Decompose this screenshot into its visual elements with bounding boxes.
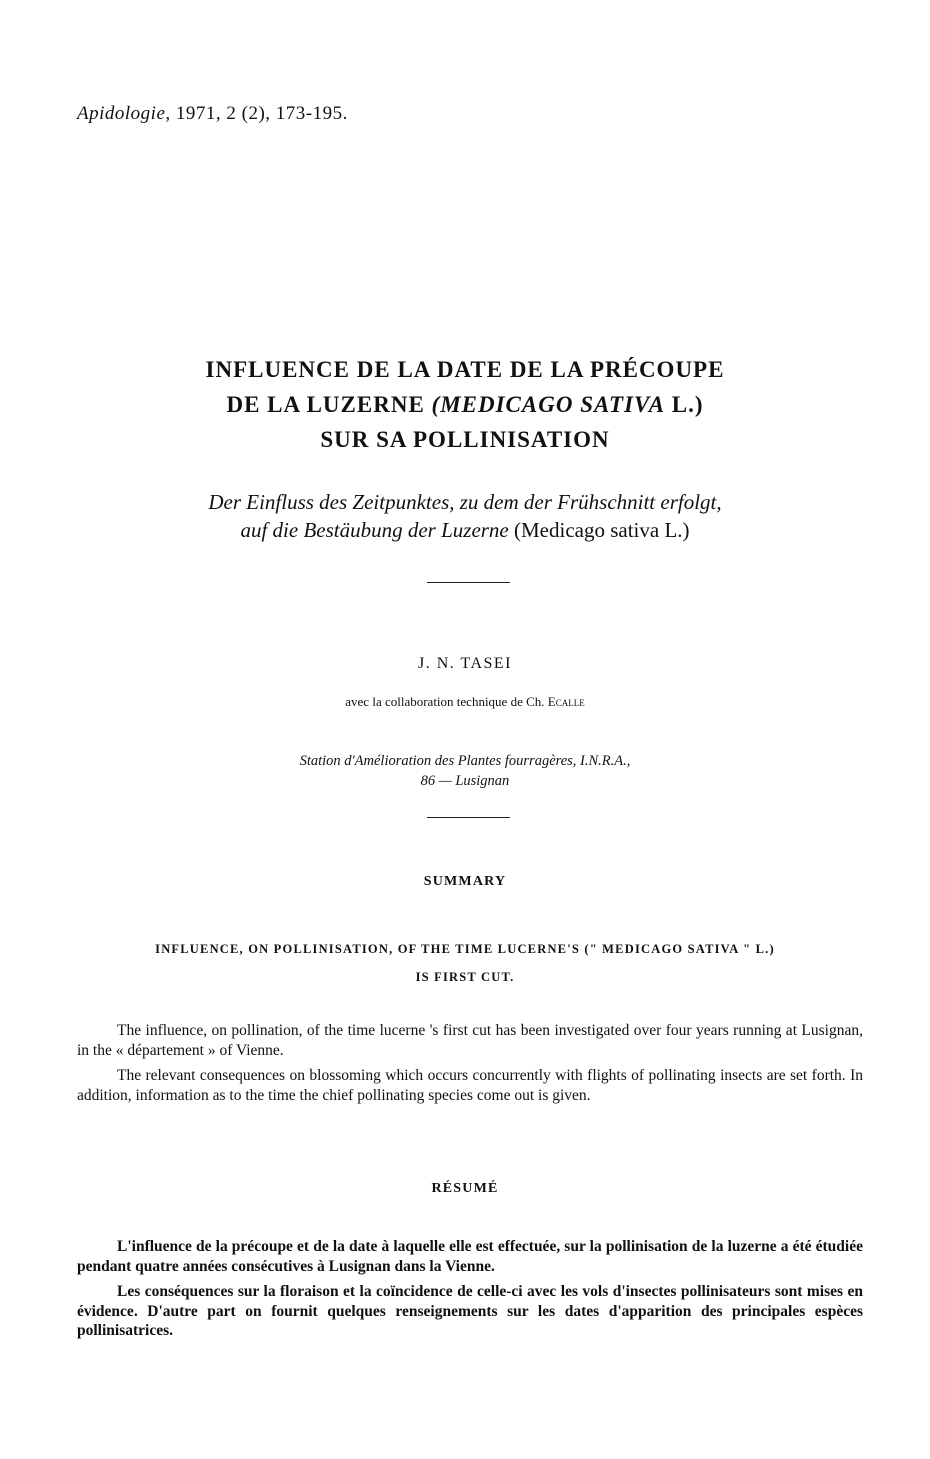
title-line-2-post: L.) <box>671 392 704 417</box>
german-subtitle <box>0 488 930 544</box>
divider-rule-2 <box>427 817 510 818</box>
journal-name: Apidologie, <box>77 103 171 124</box>
summary-paragraph-1: The influence, on pollination, of the time lucerne 's first cut has been investigated over four years running at Lusignan, in the « département » of Vienne. <box>77 1022 863 1059</box>
summary-title-line-2: IS FIRST CUT. <box>415 970 515 984</box>
article-title <box>0 352 930 457</box>
collaboration-line <box>0 694 930 710</box>
citation <box>77 103 348 125</box>
summary-paragraph-2: The relevant consequences on blossoming which occurs concurrently with flights of pollinating insects are set forth. In addition, information as to the time the chief pollinating species come out is given. <box>77 1067 863 1104</box>
citation-details: 1971, 2 (2), 173-195. <box>175 103 348 124</box>
resume-paragraph-1: L'influence de la précoupe et de la date à laquelle elle est effectuée, sur la pollinisation de la luzerne a été étudiée pendant quatre années consécutives à Lusignan dans la Vienne. <box>77 1238 863 1275</box>
resume-heading: RÉSUMÉ <box>431 1181 499 1196</box>
subtitle-line-1: Der Einfluss des Zeitpunktes, zu dem der Frühschnitt erfolgt, <box>208 490 722 514</box>
title-line-2 <box>0 387 930 422</box>
subtitle-line-2 <box>0 516 930 544</box>
affiliation <box>0 751 930 791</box>
title-line-2-pre: DE LA LUZERNE <box>226 392 425 417</box>
collaborator-name: Ecalle <box>547 694 585 709</box>
title-species: (MEDICAGO SATIVA <box>431 392 666 417</box>
subtitle-line-2-italic: auf die Bestäubung der Luzerne <box>240 518 509 542</box>
title-line-3: SUR SA POLLINISATION <box>320 427 610 452</box>
author-name: J. N. TASEI <box>417 655 513 672</box>
affiliation-line-2: 86 — Lusignan <box>420 773 510 789</box>
summary-body <box>77 1021 863 1111</box>
subtitle-line-2-rest: (Medicago sativa L.) <box>514 518 690 542</box>
divider-rule-1 <box>427 582 510 583</box>
summary-title <box>0 935 930 991</box>
collaboration-prefix: avec la collaboration technique de Ch. <box>345 694 545 709</box>
title-line-1: INFLUENCE DE LA DATE DE LA PRÉCOUPE <box>205 357 725 382</box>
resume-paragraph-2: Les conséquences sur la floraison et la coïncidence de celle-ci avec les vols d'insectes pollinisateurs sont mises en évidence. D'autre part on fournit quelques renseignements sur les dates d'apparition des principales espèces pollinisatrices. <box>77 1283 863 1339</box>
resume-body <box>77 1237 863 1347</box>
summary-title-line-1: INFLUENCE, ON POLLINISATION, OF THE TIME LUCERNE'S (" MEDICAGO SATIVA " L.) <box>155 942 775 956</box>
summary-heading: SUMMARY <box>423 874 507 889</box>
affiliation-line-1: Station d'Amélioration des Plantes fourragères, I.N.R.A., <box>299 753 631 769</box>
